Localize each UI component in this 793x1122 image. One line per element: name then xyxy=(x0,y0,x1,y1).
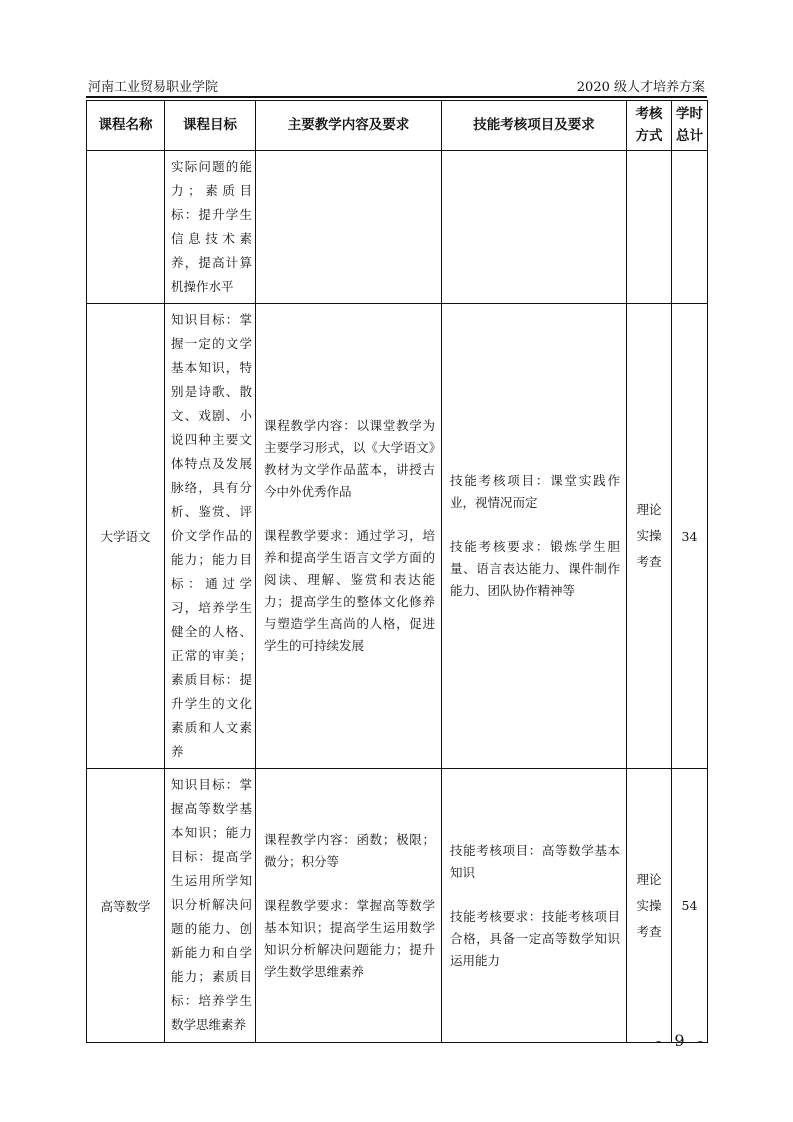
course-skill xyxy=(442,769,627,1043)
course-table xyxy=(86,100,708,1043)
content-paragraph-1: 课程教学内容：以课堂教学为主要学习形式，以《大学语文》教材为文学作品蓝本，讲授古今中外优秀作品 xyxy=(264,418,435,499)
exam-header-line1: 考核 xyxy=(635,105,663,122)
course-goal: 实际问题的能力；素质目标：提升学生信息技术素养，提高计算机操作水平 xyxy=(165,151,256,304)
exam-line1: 理论 xyxy=(636,502,662,517)
col-header-skill: 技能考核项目及要求 xyxy=(442,101,627,151)
school-name: 河南工业贸易职业学院 xyxy=(88,80,219,95)
course-hours: 54 xyxy=(672,769,708,1043)
course-skill xyxy=(442,304,627,769)
skill-paragraph-1: 技能考核项目：课堂实践作业，视情况而定 xyxy=(450,473,620,510)
course-name xyxy=(87,151,165,304)
course-exam xyxy=(627,151,672,304)
exam-line3: 考查 xyxy=(636,554,662,569)
table-row xyxy=(87,769,708,1043)
content-paragraph-2: 课程教学要求：通过学习，培养和提高学生语言文学方面的阅读、理解、鉴赏和表达能力；提高学生的整体文化修养与塑造学生高尚的人格，促进学生的可持续发展 xyxy=(264,528,435,653)
skill-paragraph-2: 技能考核要求：锻炼学生胆量、语言表达能力、课件制作能力、团队协作精神等 xyxy=(450,539,620,598)
course-exam xyxy=(627,769,672,1043)
table-row xyxy=(87,304,708,769)
page-number: - 9 - xyxy=(655,1031,707,1050)
table-header-row xyxy=(87,101,708,151)
course-name: 大学语文 xyxy=(87,304,165,769)
course-skill xyxy=(442,151,627,304)
col-header-name: 课程名称 xyxy=(87,101,165,151)
skill-paragraph-1: 技能考核项目：高等数学基本知识 xyxy=(450,842,620,880)
exam-header-line2: 方式 xyxy=(635,127,663,144)
content-paragraph-1: 课程教学内容：函数；极限；微分；积分等 xyxy=(264,831,435,869)
course-exam xyxy=(627,304,672,769)
col-header-goal: 课程目标 xyxy=(165,101,256,151)
col-header-exam xyxy=(627,101,672,151)
course-name: 高等数学 xyxy=(87,769,165,1043)
course-hours: 34 xyxy=(672,304,708,769)
plan-title: 2020 级人才培养方案 xyxy=(576,80,705,95)
course-goal: 知识目标：掌握一定的文学基本知识，特别是诗歌、散文、戏剧、小说四种主要文体特点及发展脉络，具有分析、鉴赏、评价文学作品的能力；能力目标：通过学习，培养学生健全的人格、正常的审美；素质目标：提升学生的文化素质和人文素养 xyxy=(165,304,256,769)
page-header xyxy=(86,74,707,98)
exam-line2: 实操 xyxy=(636,528,662,543)
exam-line2: 实操 xyxy=(636,897,662,913)
exam-line1: 理论 xyxy=(636,871,662,887)
content-paragraph-2: 课程教学要求：掌握高等数学基本知识；提高学生运用数学知识分析解决问题能力；提升学生数学思维素养 xyxy=(264,897,435,979)
col-header-hours xyxy=(672,101,708,151)
course-content xyxy=(256,151,442,304)
course-content xyxy=(256,769,442,1043)
hours-header-line2: 总计 xyxy=(676,127,703,144)
course-content xyxy=(256,304,442,769)
skill-paragraph-2: 技能考核要求：技能考核项目合格，具备一定高等数学知识运用能力 xyxy=(450,908,620,968)
table-row xyxy=(87,151,708,304)
exam-line3: 考查 xyxy=(636,923,662,939)
hours-header-line1: 学时 xyxy=(676,105,703,122)
course-hours xyxy=(672,151,708,304)
col-header-content: 主要教学内容及要求 xyxy=(256,101,442,151)
course-goal: 知识目标：掌握高等数学基本知识；能力目标：提高学生运用所学知识分析解决问题的能力、创新能力和自学能力；素质目标：培养学生数学思维素养 xyxy=(165,769,256,1043)
